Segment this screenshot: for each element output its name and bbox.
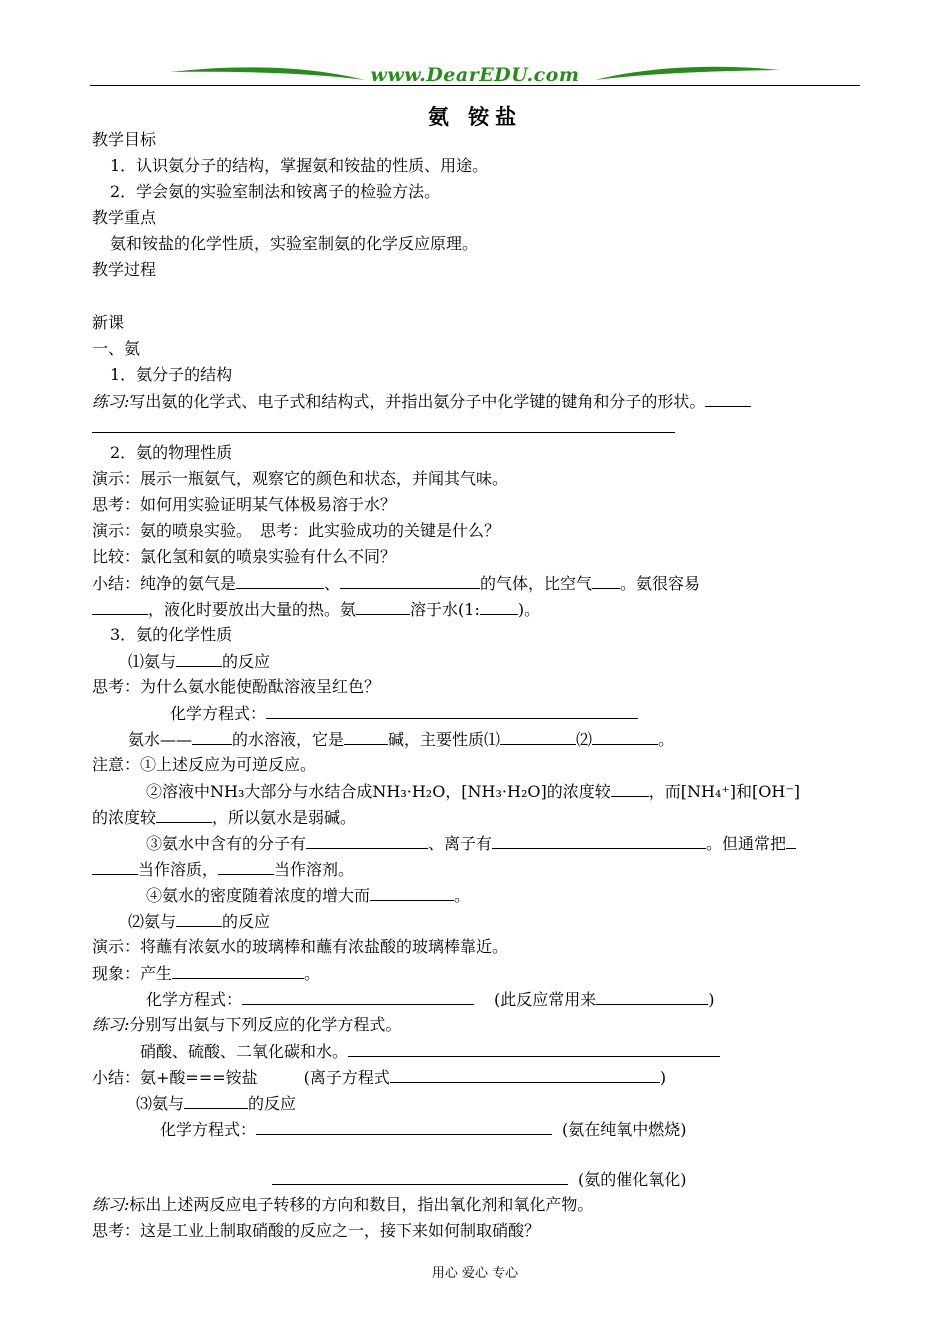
ammonia-water-text: 的水溶液，它是: [232, 730, 345, 749]
equation-note: (氨的催化氧化): [578, 1170, 687, 1189]
answer-blank: [492, 833, 706, 849]
answer-blank: [390, 1067, 660, 1083]
ammonia-water-text: ⑵: [576, 730, 593, 749]
exercise-line: [92, 391, 751, 412]
answer-blank: [192, 729, 232, 745]
reaction-text: ⑶氨与: [136, 1094, 185, 1113]
exercise-label: 练习:: [92, 1015, 130, 1034]
section-heading-process: 教学过程: [92, 260, 157, 279]
answer-blank: [480, 599, 518, 615]
note-text: ，而[NH₄⁺]和[OH⁻]: [648, 782, 801, 801]
reaction-heading: [128, 651, 270, 672]
exercise-label: 练习:: [92, 1195, 130, 1214]
note-line: [92, 859, 354, 880]
summary-text: ，液化时要放出大量的热。氨: [148, 600, 357, 619]
site-logo-text: www.DearEDU.com: [370, 64, 580, 86]
answer-blank: [500, 729, 576, 745]
answer-blank: [370, 885, 454, 901]
answer-blank: [176, 651, 222, 667]
summary-line: [92, 599, 540, 620]
summary-text: 。氨很容易: [620, 574, 701, 593]
answer-blank: [92, 417, 675, 433]
exercise-line: [92, 1195, 593, 1215]
reaction-text: 的反应: [248, 1094, 297, 1113]
answer-blank: [184, 1093, 248, 1109]
reaction-text: 的反应: [222, 912, 271, 931]
answer-blank: [705, 391, 751, 407]
equation-line: [170, 703, 638, 724]
answer-blank: [92, 599, 148, 615]
phenomenon-text: 。: [304, 964, 321, 983]
ammonia-water-line: [128, 729, 674, 750]
summary-text: ): [659, 1068, 667, 1087]
note-text: 当作溶质，: [138, 860, 219, 879]
answer-blank: [236, 573, 324, 589]
answer-blank: [272, 1169, 568, 1185]
note-text: ②溶液中NH₃大部分与水结合成NH₃·H₂O，[NH₃·H₂O]的浓度较: [146, 782, 611, 801]
note-line: [146, 885, 470, 906]
note-line: [146, 833, 796, 854]
subsection-structure: 1．氨分子的结构: [110, 365, 233, 384]
answer-blank: [92, 859, 138, 875]
reaction-heading: [136, 1093, 296, 1114]
note-line: [146, 781, 800, 802]
reaction-text: ⑵氨与: [128, 912, 177, 931]
answer-blank: [218, 859, 274, 875]
demo-line: 演示：展示一瓶氨气，观察它的颜色和状态，并闻其气味。: [92, 469, 509, 488]
page-title: 氨 铵盐: [427, 105, 523, 129]
answer-blank: [306, 833, 428, 849]
note-line: 注意：①上述反应为可逆反应。: [92, 755, 317, 774]
demo-line: 演示：氨的喷泉实验。 思考：此实验成功的关键是什么？: [92, 521, 501, 540]
reaction-heading: [128, 911, 270, 932]
exercise-text: 分别写出氨与下列反应的化学方程式。: [129, 1015, 402, 1034]
section-heading-goals: 教学目标: [92, 130, 157, 149]
summary-line: [92, 573, 700, 594]
demo-line: 演示：将蘸有浓氨水的玻璃棒和蘸有浓盐酸的玻璃棒靠近。: [92, 937, 509, 956]
ammonia-water-text: 碱，主要性质⑴: [388, 730, 501, 749]
note-text: 。: [454, 886, 471, 905]
answer-blank: [596, 989, 708, 1005]
new-lesson-label: 新课: [92, 313, 125, 332]
answer-blank: [786, 833, 796, 849]
answer-blank: [340, 573, 480, 589]
answer-blank: [348, 1041, 720, 1057]
equation-label: 化学方程式：: [170, 704, 267, 723]
goal-item: 1．认识氨分子的结构，掌握氨和铵盐的性质、用途。: [110, 156, 489, 175]
note-text: 、离子有: [428, 834, 493, 853]
section-ammonia: 一、氨: [92, 339, 141, 358]
answer-line: [92, 417, 675, 438]
phenomenon-text: 现象：产生: [92, 964, 173, 983]
equation-line: [160, 1119, 687, 1140]
summary-text: (离子方程式: [303, 1068, 390, 1087]
answer-blank: [356, 599, 410, 615]
answer-blank: [266, 703, 638, 719]
think-line: 思考：为什么氨水能使酚酞溶液呈红色？: [92, 677, 381, 696]
ammonia-water-text: 。: [658, 730, 675, 749]
summary-line: [92, 1067, 666, 1088]
note-text: 当作溶剂。: [274, 860, 355, 879]
subsection-chemical: 3．氨的化学性质: [110, 625, 233, 644]
note-line: [92, 807, 356, 828]
equation-line: [272, 1169, 687, 1190]
equation-label: 化学方程式：: [160, 1120, 257, 1139]
subsection-physical: 2．氨的物理性质: [110, 443, 233, 462]
exercise-line: [92, 1015, 401, 1035]
exercise-text: 硝酸、硫酸、二氧化碳和水。: [140, 1042, 349, 1061]
answer-blank: [611, 781, 649, 797]
goal-item: 2．学会氨的实验室制法和铵离子的检验方法。: [110, 182, 441, 201]
think-line: 思考：这是工业上制取硝酸的反应之一，接下来如何制取硝酸？: [92, 1221, 541, 1240]
compare-line: 比较：氯化氢和氨的喷泉实验有什么不同？: [92, 547, 397, 566]
equation-note: (此反应常用来: [494, 990, 597, 1009]
note-text: 。但通常把: [706, 834, 787, 853]
answer-blank: [592, 573, 620, 589]
answer-blank: [172, 963, 304, 979]
equation-note: ): [708, 990, 715, 1009]
summary-text: 的气体，比空气: [480, 574, 593, 593]
think-line: 思考：如何用实验证明某气体极易溶于水？: [92, 495, 397, 514]
note-text: ③氨水中含有的分子有: [146, 834, 307, 853]
equation-line: [146, 989, 715, 1010]
equation-label: 化学方程式：: [146, 990, 243, 1009]
reaction-text: 的反应: [222, 652, 271, 671]
summary-text: 溶于水(1:: [410, 600, 480, 619]
answer-blank: [344, 729, 388, 745]
exercise-line: [140, 1041, 720, 1062]
exercise-text: 写出氨的化学式、电子式和结构式，并指出氨分子中化学键的键角和分子的形状。: [129, 392, 706, 411]
summary-text: 、: [324, 574, 341, 593]
exercise-text: 标出上述两反应电子转移的方向和数目，指出氧化剂和氧化产物。: [129, 1195, 594, 1214]
page-footer: 用心 爱心 专心: [431, 1266, 519, 1281]
exercise-label: 练习:: [92, 392, 130, 411]
note-text: ，所以氨水是弱碱。: [212, 808, 357, 827]
header-rule: [90, 85, 860, 86]
summary-text: 小结：氨+酸===铵盐: [92, 1068, 258, 1087]
page-header: [90, 60, 860, 88]
ammonia-water-text: 氨水——: [128, 730, 193, 749]
summary-text: )。: [517, 600, 541, 619]
note-text: ④氨水的密度随着浓度的增大而: [146, 886, 371, 905]
answer-blank: [242, 989, 474, 1005]
answer-blank: [176, 911, 222, 927]
summary-text: 小结：纯净的氨气是: [92, 574, 237, 593]
answer-blank: [256, 1119, 552, 1135]
equation-note: (氨在纯氧中燃烧): [562, 1120, 687, 1139]
note-text: 的浓度较: [92, 808, 157, 827]
section-heading-key-points: 教学重点: [92, 208, 157, 227]
phenomenon-line: [92, 963, 320, 984]
answer-blank: [592, 729, 658, 745]
reaction-text: ⑴氨与: [128, 652, 177, 671]
key-point-text: 氨和铵盐的化学性质，实验室制氨的化学反应原理。: [110, 234, 479, 253]
answer-blank: [156, 807, 212, 823]
